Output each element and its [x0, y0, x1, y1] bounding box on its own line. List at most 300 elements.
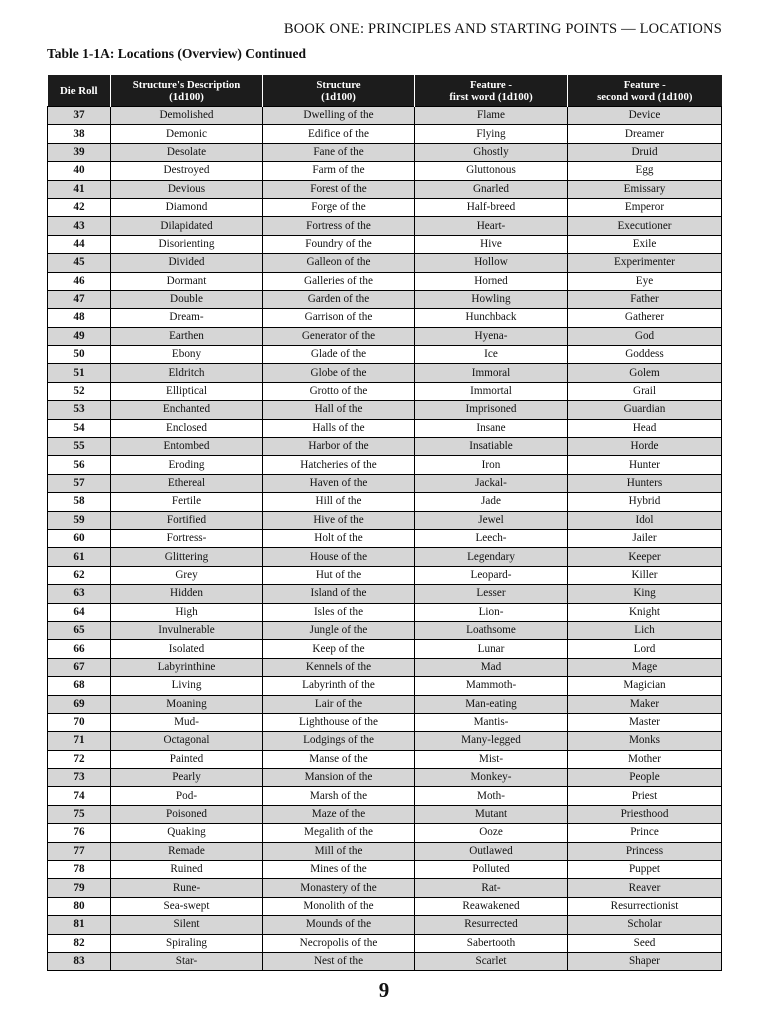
feature-second-cell: Princess — [568, 842, 722, 860]
die-roll-cell: 41 — [48, 180, 111, 198]
table-row — [48, 143, 722, 161]
feature-first-cell: Howling — [415, 290, 568, 308]
structure-cell: Marsh of the — [263, 787, 415, 805]
die-roll-cell: 63 — [48, 585, 111, 603]
table-row — [48, 603, 722, 621]
description-cell: Fertile — [111, 493, 263, 511]
feature-first-cell: Leopard- — [415, 566, 568, 584]
feature-second-cell: Killer — [568, 566, 722, 584]
table-row — [48, 585, 722, 603]
structure-cell: Generator of the — [263, 327, 415, 345]
description-cell: Quaking — [111, 824, 263, 842]
table-row — [48, 493, 722, 511]
feature-second-cell: Lord — [568, 640, 722, 658]
structure-cell: Haven of the — [263, 474, 415, 492]
feature-second-cell: Gatherer — [568, 309, 722, 327]
feature-first-cell: Rat- — [415, 879, 568, 897]
feature-second-cell: Exile — [568, 235, 722, 253]
feature-first-cell: Jade — [415, 493, 568, 511]
feature-second-cell: Executioner — [568, 217, 722, 235]
feature-first-cell: Jewel — [415, 511, 568, 529]
feature-first-cell: Man-eating — [415, 695, 568, 713]
table-row — [48, 272, 722, 290]
feature-second-cell: Lich — [568, 621, 722, 639]
description-cell: Elliptical — [111, 382, 263, 400]
feature-first-cell: Horned — [415, 272, 568, 290]
die-roll-cell: 69 — [48, 695, 111, 713]
table-header — [48, 75, 722, 107]
structure-cell: Kennels of the — [263, 658, 415, 676]
die-roll-cell: 46 — [48, 272, 111, 290]
feature-first-cell: Polluted — [415, 861, 568, 879]
column-header-feature-second-word — [568, 75, 722, 107]
structure-cell: Lair of the — [263, 695, 415, 713]
feature-first-cell: Mad — [415, 658, 568, 676]
table-row — [48, 879, 722, 897]
die-roll-cell: 64 — [48, 603, 111, 621]
feature-second-cell: Head — [568, 419, 722, 437]
table-row — [48, 364, 722, 382]
die-roll-cell: 48 — [48, 309, 111, 327]
structure-cell: Halls of the — [263, 419, 415, 437]
column-header-line1: Feature - — [623, 78, 666, 91]
table-row — [48, 640, 722, 658]
die-roll-cell: 72 — [48, 750, 111, 768]
structure-cell: Foundry of the — [263, 235, 415, 253]
table-row — [48, 769, 722, 787]
table-row — [48, 566, 722, 584]
feature-first-cell: Ice — [415, 346, 568, 364]
description-cell: Double — [111, 290, 263, 308]
feature-first-cell: Lunar — [415, 640, 568, 658]
locations-table — [47, 75, 722, 971]
structure-cell: Jungle of the — [263, 621, 415, 639]
table-row — [48, 382, 722, 400]
feature-second-cell: Keeper — [568, 548, 722, 566]
feature-first-cell: Mammoth- — [415, 677, 568, 695]
structure-cell: Farm of the — [263, 162, 415, 180]
feature-second-cell: Shaper — [568, 952, 722, 970]
die-roll-cell: 82 — [48, 934, 111, 952]
feature-first-cell: Reawakened — [415, 897, 568, 915]
table-row — [48, 621, 722, 639]
die-roll-cell: 45 — [48, 254, 111, 272]
table-row — [48, 511, 722, 529]
feature-first-cell: Hunchback — [415, 309, 568, 327]
feature-second-cell: Goddess — [568, 346, 722, 364]
die-roll-cell: 49 — [48, 327, 111, 345]
description-cell: Devious — [111, 180, 263, 198]
column-header-structure-description — [111, 75, 263, 107]
structure-cell: Hatcheries of the — [263, 456, 415, 474]
column-header-die-roll — [48, 75, 111, 107]
description-cell: Star- — [111, 952, 263, 970]
table-row — [48, 198, 722, 216]
structure-cell: House of the — [263, 548, 415, 566]
description-cell: Ebony — [111, 346, 263, 364]
die-roll-cell: 68 — [48, 677, 111, 695]
table-row — [48, 787, 722, 805]
feature-first-cell: Heart- — [415, 217, 568, 235]
table-row — [48, 732, 722, 750]
description-cell: Remade — [111, 842, 263, 860]
table-row — [48, 805, 722, 823]
feature-second-cell: Experimenter — [568, 254, 722, 272]
structure-cell: Monolith of the — [263, 897, 415, 915]
feature-second-cell: Puppet — [568, 861, 722, 879]
feature-second-cell: Mage — [568, 658, 722, 676]
table-row — [48, 217, 722, 235]
description-cell: Disorienting — [111, 235, 263, 253]
structure-cell: Isles of the — [263, 603, 415, 621]
structure-cell: Hill of the — [263, 493, 415, 511]
die-roll-cell: 44 — [48, 235, 111, 253]
table-row — [48, 897, 722, 915]
feature-first-cell: Mantis- — [415, 713, 568, 731]
feature-second-cell: Hunter — [568, 456, 722, 474]
structure-cell: Manse of the — [263, 750, 415, 768]
description-cell: Grey — [111, 566, 263, 584]
feature-second-cell: Golem — [568, 364, 722, 382]
feature-second-cell: Resurrectionist — [568, 897, 722, 915]
description-cell: Demolished — [111, 107, 263, 125]
feature-first-cell: Half-breed — [415, 198, 568, 216]
description-cell: Enclosed — [111, 419, 263, 437]
description-cell: Living — [111, 677, 263, 695]
die-roll-cell: 52 — [48, 382, 111, 400]
feature-second-cell: Emissary — [568, 180, 722, 198]
feature-second-cell: Idol — [568, 511, 722, 529]
feature-second-cell: Priesthood — [568, 805, 722, 823]
feature-first-cell: Insatiable — [415, 438, 568, 456]
description-cell: Dream- — [111, 309, 263, 327]
description-cell: Ethereal — [111, 474, 263, 492]
die-roll-cell: 50 — [48, 346, 111, 364]
table-row — [48, 713, 722, 731]
table-row — [48, 107, 722, 125]
feature-first-cell: Insane — [415, 419, 568, 437]
column-header-line1: Feature - — [469, 78, 513, 91]
table-row — [48, 861, 722, 879]
description-cell: Dormant — [111, 272, 263, 290]
structure-cell: Dwelling of the — [263, 107, 415, 125]
table-row — [48, 346, 722, 364]
description-cell: Hidden — [111, 585, 263, 603]
description-cell: Destroyed — [111, 162, 263, 180]
table-row — [48, 235, 722, 253]
feature-first-cell: Loathsome — [415, 621, 568, 639]
feature-first-cell: Immortal — [415, 382, 568, 400]
structure-cell: Hive of the — [263, 511, 415, 529]
description-cell: Painted — [111, 750, 263, 768]
feature-second-cell: Grail — [568, 382, 722, 400]
die-roll-cell: 57 — [48, 474, 111, 492]
description-cell: High — [111, 603, 263, 621]
description-cell: Fortress- — [111, 529, 263, 547]
structure-cell: Galleon of the — [263, 254, 415, 272]
description-cell: Divided — [111, 254, 263, 272]
table-row — [48, 456, 722, 474]
die-roll-cell: 65 — [48, 621, 111, 639]
description-cell: Eroding — [111, 456, 263, 474]
table-row — [48, 658, 722, 676]
structure-cell: Monastery of the — [263, 879, 415, 897]
feature-first-cell: Outlawed — [415, 842, 568, 860]
feature-second-cell: Horde — [568, 438, 722, 456]
description-cell: Eldritch — [111, 364, 263, 382]
running-header: BOOK ONE: PRINCIPLES AND STARTING POINTS — LOCATIONS — [283, 21, 722, 37]
structure-cell: Fane of the — [263, 143, 415, 161]
column-header-structure — [263, 75, 415, 107]
die-roll-cell: 71 — [48, 732, 111, 750]
die-roll-cell: 51 — [48, 364, 111, 382]
feature-first-cell: Mist- — [415, 750, 568, 768]
structure-cell: Keep of the — [263, 640, 415, 658]
description-cell: Ruined — [111, 861, 263, 879]
description-cell: Poisoned — [111, 805, 263, 823]
structure-cell: Galleries of the — [263, 272, 415, 290]
structure-cell: Fortress of the — [263, 217, 415, 235]
die-roll-cell: 40 — [48, 162, 111, 180]
die-roll-cell: 77 — [48, 842, 111, 860]
column-header-line2: second word (1d100) — [597, 90, 693, 103]
structure-cell: Grotto of the — [263, 382, 415, 400]
feature-first-cell: Resurrected — [415, 916, 568, 934]
table-row — [48, 419, 722, 437]
feature-first-cell: Hyena- — [415, 327, 568, 345]
feature-second-cell: Scholar — [568, 916, 722, 934]
structure-cell: Megalith of the — [263, 824, 415, 842]
table-row — [48, 438, 722, 456]
feature-first-cell: Ghostly — [415, 143, 568, 161]
die-roll-cell: 55 — [48, 438, 111, 456]
feature-first-cell: Moth- — [415, 787, 568, 805]
table-body — [48, 107, 722, 971]
die-roll-cell: 74 — [48, 787, 111, 805]
feature-first-cell: Leech- — [415, 529, 568, 547]
die-roll-cell: 53 — [48, 401, 111, 419]
feature-first-cell: Many-legged — [415, 732, 568, 750]
description-cell: Desolate — [111, 143, 263, 161]
description-cell: Enchanted — [111, 401, 263, 419]
structure-cell: Globe of the — [263, 364, 415, 382]
structure-cell: Island of the — [263, 585, 415, 603]
description-cell: Isolated — [111, 640, 263, 658]
table-row — [48, 290, 722, 308]
description-cell: Octagonal — [111, 732, 263, 750]
feature-second-cell: People — [568, 769, 722, 787]
feature-second-cell: Monks — [568, 732, 722, 750]
structure-cell: Lodgings of the — [263, 732, 415, 750]
structure-cell: Garden of the — [263, 290, 415, 308]
die-roll-cell: 75 — [48, 805, 111, 823]
structure-cell: Mill of the — [263, 842, 415, 860]
description-cell: Invulnerable — [111, 621, 263, 639]
feature-first-cell: Scarlet — [415, 952, 568, 970]
die-roll-cell: 59 — [48, 511, 111, 529]
description-cell: Sea-swept — [111, 897, 263, 915]
die-roll-cell: 42 — [48, 198, 111, 216]
die-roll-cell: 47 — [48, 290, 111, 308]
header-row — [48, 75, 722, 107]
table-row — [48, 125, 722, 143]
feature-first-cell: Lion- — [415, 603, 568, 621]
column-header-line1: Structure's Description — [132, 78, 241, 91]
feature-second-cell: Dreamer — [568, 125, 722, 143]
feature-first-cell: Legendary — [415, 548, 568, 566]
structure-cell: Hut of the — [263, 566, 415, 584]
structure-cell: Necropolis of the — [263, 934, 415, 952]
table-row — [48, 474, 722, 492]
description-cell: Labyrinthine — [111, 658, 263, 676]
feature-first-cell: Gnarled — [415, 180, 568, 198]
description-cell: Earthen — [111, 327, 263, 345]
description-cell: Silent — [111, 916, 263, 934]
feature-first-cell: Hollow — [415, 254, 568, 272]
description-cell: Fortified — [111, 511, 263, 529]
die-roll-cell: 80 — [48, 897, 111, 915]
feature-second-cell: Mother — [568, 750, 722, 768]
feature-second-cell: Seed — [568, 934, 722, 952]
description-cell: Rune- — [111, 879, 263, 897]
description-cell: Moaning — [111, 695, 263, 713]
description-cell: Glittering — [111, 548, 263, 566]
die-roll-cell: 78 — [48, 861, 111, 879]
feature-first-cell: Hive — [415, 235, 568, 253]
description-cell: Pearly — [111, 769, 263, 787]
feature-first-cell: Imprisoned — [415, 401, 568, 419]
die-roll-cell: 66 — [48, 640, 111, 658]
feature-second-cell: Priest — [568, 787, 722, 805]
column-header-feature-first-word — [415, 75, 568, 107]
feature-first-cell: Flying — [415, 125, 568, 143]
feature-second-cell: Knight — [568, 603, 722, 621]
feature-second-cell: Magician — [568, 677, 722, 695]
feature-first-cell: Mutant — [415, 805, 568, 823]
die-roll-cell: 76 — [48, 824, 111, 842]
table-row — [48, 695, 722, 713]
feature-second-cell: Emperor — [568, 198, 722, 216]
table-row — [48, 952, 722, 970]
column-header-line2: (1d100) — [169, 90, 204, 103]
description-cell: Pod- — [111, 787, 263, 805]
feature-first-cell: Immoral — [415, 364, 568, 382]
die-roll-cell: 79 — [48, 879, 111, 897]
feature-second-cell: Guardian — [568, 401, 722, 419]
feature-second-cell: Reaver — [568, 879, 722, 897]
description-cell: Dilapidated — [111, 217, 263, 235]
column-header-line1: Die Roll — [60, 84, 98, 97]
structure-cell: Forest of the — [263, 180, 415, 198]
feature-second-cell: Jailer — [568, 529, 722, 547]
description-cell: Entombed — [111, 438, 263, 456]
feature-first-cell: Monkey- — [415, 769, 568, 787]
structure-cell: Harbor of the — [263, 438, 415, 456]
structure-cell: Mounds of the — [263, 916, 415, 934]
die-roll-cell: 61 — [48, 548, 111, 566]
die-roll-cell: 58 — [48, 493, 111, 511]
feature-second-cell: Prince — [568, 824, 722, 842]
structure-cell: Mines of the — [263, 861, 415, 879]
feature-second-cell: Master — [568, 713, 722, 731]
table-row — [48, 254, 722, 272]
structure-cell: Nest of the — [263, 952, 415, 970]
structure-cell: Lighthouse of the — [263, 713, 415, 731]
structure-cell: Mansion of the — [263, 769, 415, 787]
structure-cell: Labyrinth of the — [263, 677, 415, 695]
feature-second-cell: Device — [568, 107, 722, 125]
die-roll-cell: 56 — [48, 456, 111, 474]
table-row — [48, 916, 722, 934]
structure-cell: Hall of the — [263, 401, 415, 419]
feature-second-cell: Hybrid — [568, 493, 722, 511]
feature-second-cell: Egg — [568, 162, 722, 180]
page-number: 9 — [378, 978, 390, 1002]
table-row — [48, 824, 722, 842]
feature-first-cell: Ooze — [415, 824, 568, 842]
die-roll-cell: 67 — [48, 658, 111, 676]
table-row — [48, 327, 722, 345]
description-cell: Mud- — [111, 713, 263, 731]
die-roll-cell: 70 — [48, 713, 111, 731]
structure-cell: Garrison of the — [263, 309, 415, 327]
die-roll-cell: 39 — [48, 143, 111, 161]
table-row — [48, 309, 722, 327]
die-roll-cell: 62 — [48, 566, 111, 584]
table-row — [48, 401, 722, 419]
die-roll-cell: 37 — [48, 107, 111, 125]
structure-cell: Maze of the — [263, 805, 415, 823]
table-row — [48, 842, 722, 860]
table-row — [48, 548, 722, 566]
feature-first-cell: Flame — [415, 107, 568, 125]
feature-second-cell: Druid — [568, 143, 722, 161]
feature-second-cell: God — [568, 327, 722, 345]
die-roll-cell: 81 — [48, 916, 111, 934]
die-roll-cell: 43 — [48, 217, 111, 235]
table-row — [48, 180, 722, 198]
feature-first-cell: Lesser — [415, 585, 568, 603]
structure-cell: Glade of the — [263, 346, 415, 364]
die-roll-cell: 83 — [48, 952, 111, 970]
column-header-line2: (1d100) — [321, 90, 356, 103]
feature-second-cell: Eye — [568, 272, 722, 290]
feature-first-cell: Sabertooth — [415, 934, 568, 952]
feature-second-cell: King — [568, 585, 722, 603]
structure-cell: Edifice of the — [263, 125, 415, 143]
structure-cell: Forge of the — [263, 198, 415, 216]
column-header-line2: first word (1d100) — [449, 90, 533, 103]
table-row — [48, 162, 722, 180]
table-row — [48, 750, 722, 768]
table-row — [48, 529, 722, 547]
table-row — [48, 677, 722, 695]
feature-second-cell: Maker — [568, 695, 722, 713]
column-header-line1: Structure — [316, 78, 361, 91]
die-roll-cell: 73 — [48, 769, 111, 787]
feature-first-cell: Gluttonous — [415, 162, 568, 180]
die-roll-cell: 60 — [48, 529, 111, 547]
table-caption: Table 1-1A: Locations (Overview) Continued — [47, 46, 306, 61]
description-cell: Diamond — [111, 198, 263, 216]
feature-first-cell: Iron — [415, 456, 568, 474]
die-roll-cell: 38 — [48, 125, 111, 143]
feature-first-cell: Jackal- — [415, 474, 568, 492]
description-cell: Spiraling — [111, 934, 263, 952]
structure-cell: Holt of the — [263, 529, 415, 547]
feature-second-cell: Hunters — [568, 474, 722, 492]
feature-second-cell: Father — [568, 290, 722, 308]
